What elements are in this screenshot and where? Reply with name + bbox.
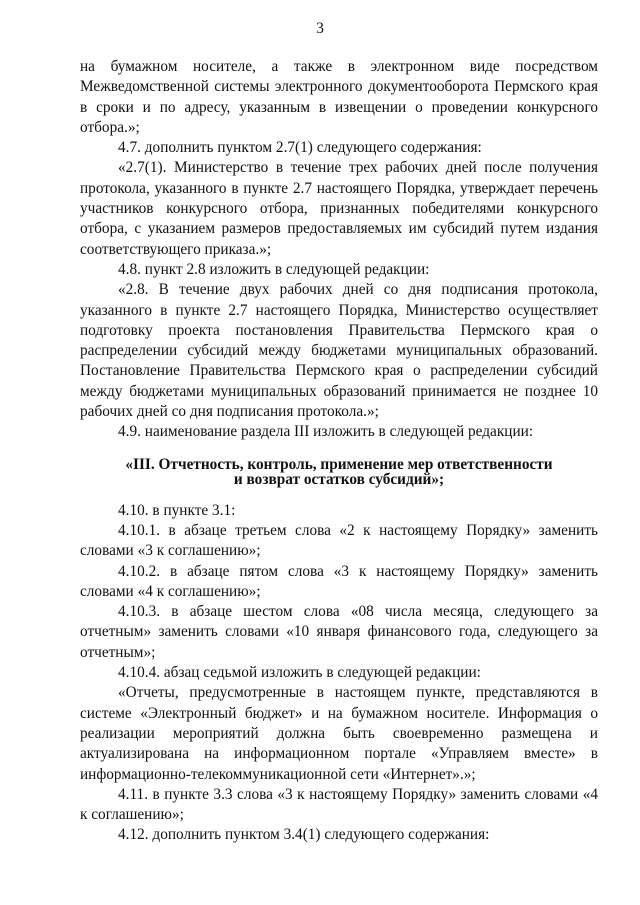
paragraph-2-8: «2.8. В течение двух рабочих дней со дня подписания протокола, указанного в пункте 2.7 настоящего Порядка, Министерство осуществляет подготовку проекта постановления Правительства Пермского края о распределении субсидий между бюджетами муниципальных образований. Постановление Правительства Пермского края о распределении субсидий между бюджетами муниципальных образований принимается не позднее 10 рабочих дней со дня подписания протокола.»; [80, 281, 598, 421]
paragraph-2-7-1: «2.7(1). Министерство в течение трех рабочих дней после получения протокола, указанного в пункте 2.7 настоящего Порядка, утверждает перечень участников конкурсного отбора, признанных победителями конкурсного отбора, с указанием размеров предоставляемых им субсидий путем издания соответствующего приказа.»; [80, 159, 598, 258]
paragraph-4-12: 4.12. дополнить пунктом 3.4(1) следующего содержания: [118, 826, 490, 844]
page-number: 3 [316, 20, 324, 37]
paragraph-4-9: 4.9. наименование раздела III изложить в следующей редакции: [118, 423, 534, 441]
paragraph-4-7: 4.7. дополнить пунктом 2.7(1) следующего содержания: [118, 139, 482, 157]
paragraph-4-8: 4.8. пункт 2.8 изложить в следующей редакции: [118, 260, 430, 278]
document-body [80, 57, 598, 846]
section-heading-line-1: «III. Отчетность, контроль, применение мер ответственности [125, 455, 553, 473]
paragraph-4-10-3: 4.10.3. в абзаце шестом слова «08 числа месяца, следующего за отчетным» заменить словами «10 января финансового года, следующего за отчетным»; [80, 603, 598, 661]
paragraph-continuation: на бумажном носителе, а также в электронном виде посредством Межведомственной системы электронного документооборота Пермского края в сроки и по адресу, указанным в извещении о проведении конкурсного отбора.»; [80, 58, 598, 136]
section-heading-line-2: и возврат остатков субсидий»; [233, 470, 445, 488]
paragraph-4-11: 4.11. в пункте 3.3 слова «3 к настоящему Порядку» заменить словами «4 к соглашению»; [80, 785, 598, 824]
paragraph-4-10-1: 4.10.1. в абзаце третьем слова «2 к настоящему Порядку» заменить словами «3 к соглашению»; [80, 521, 598, 560]
paragraph-4-10-2: 4.10.2. в абзаце пятом слова «3 к настоящему Порядку» заменить словами «4 к соглашению»; [80, 562, 598, 600]
paragraph-4-10: 4.10. в пункте 3.1: [118, 501, 236, 519]
paragraph-4-10-4: 4.10.4. абзац седьмой изложить в следующей редакции: [118, 664, 481, 682]
section-heading [80, 457, 598, 487]
paragraph-reports: «Отчеты, предусмотренные в настоящем пункте, представляются в системе «Электронный бюджет» и на бумажном носителе. Информация о реализации мероприятий должна быть своевременно размещена и актуализирована на информационном портале «Управляем вместе» в информационно-телекоммуникационной сети «Интернет».»; [80, 684, 598, 783]
